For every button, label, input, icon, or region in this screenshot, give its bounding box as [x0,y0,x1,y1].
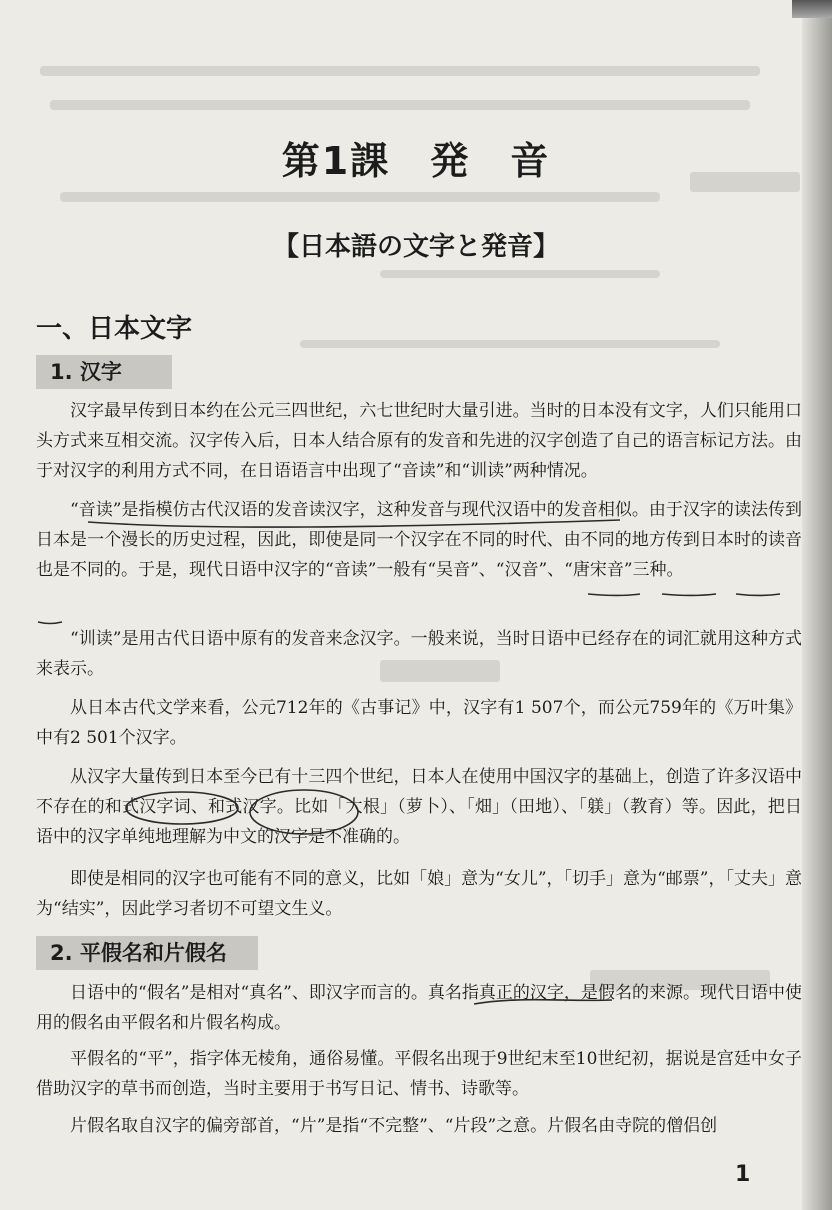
scan-corner [792,0,832,18]
page-number: 1 [735,1162,751,1187]
paragraph: 从日本古代文学来看，公元712年的《古事记》中，汉字有1 507个，而公元759年的《万叶集》中有2 501个汉字。 [36,698,802,748]
paragraph: “训读”是用古代日语中原有的发音来念汉字。一般来说，当时日语中已经存在的词汇就用这种方式来表示。 [36,629,802,679]
pen-underline-mark [662,594,716,596]
chapter-title: 第1課 発 音 [281,139,551,183]
paragraph: “音读”是指模仿古代汉语的发音读汉字，这种发音与现代汉语中的发音相似。由于汉字的读法传到日本是一个漫长的历史过程，因此，即使是同一个汉字在不同的时代、由不同的地方传到日本时的读音也是不同的。于是，现代日语中汉字的“音读”一般有“吴音”、“汉音”、“唐宋音”三种。 [36,500,802,580]
pen-underline-mark [736,594,780,596]
paragraph: 从汉字大量传到日本至今已有十三四个世纪，日本人在使用中国汉字的基础上，创造了许多汉语中不存在的和式汉字词、和式汉字。比如「大根」（萝卜）、「畑」（田地）、「躾」（教育）等。因此，把日语中的汉字单纯地理解为中文的汉字是不准确的。 [36,767,802,847]
paragraph: 即使是相同的汉字也可能有不同的意义，比如「娘」意为“女儿”，「切手」意为“邮票”，「丈夫」意为“结实”，因此学习者切不可望文生义。 [36,869,802,919]
paragraph: 日语中的“假名”是相对“真名”、即汉字而言的。真名指真正的汉字，是假名的来源。现代日语中使用的假名由平假名和片假名构成。 [36,983,802,1033]
subsection-heading-kana: 2. 平假名和片假名 [36,936,258,970]
section-title: 一、日本文字 [36,314,193,344]
subsection-heading-kanji: 1. 汉字 [36,355,172,389]
paragraph: 平假名的“平”，指字体无棱角，通俗易懂。平假名出现于9世纪末至10世纪初，据说是宫廷中女子借助汉字的草书而创造，当时主要用于书写日记、情书、诗歌等。 [36,1049,802,1099]
paragraph: 片假名取自汉字的偏旁部首，“片”是指“不完整”、“片段”之意。片假名由寺院的僧侣创 [70,1116,718,1136]
chapter-subtitle: 【日本語の文字と発音】 [272,232,559,262]
pen-underline-mark [588,594,640,596]
paragraph: 汉字最早传到日本约在公元三四世纪，六七世纪时大量引进。当时的日本没有文字，人们只能用口头方式来互相交流。汉字传入后，日本人结合原有的发音和先进的汉字创造了自己的语言标记方法。由于对汉字的利用方式不同，在日语语言中出现了“音读”和“训读”两种情况。 [36,401,802,481]
